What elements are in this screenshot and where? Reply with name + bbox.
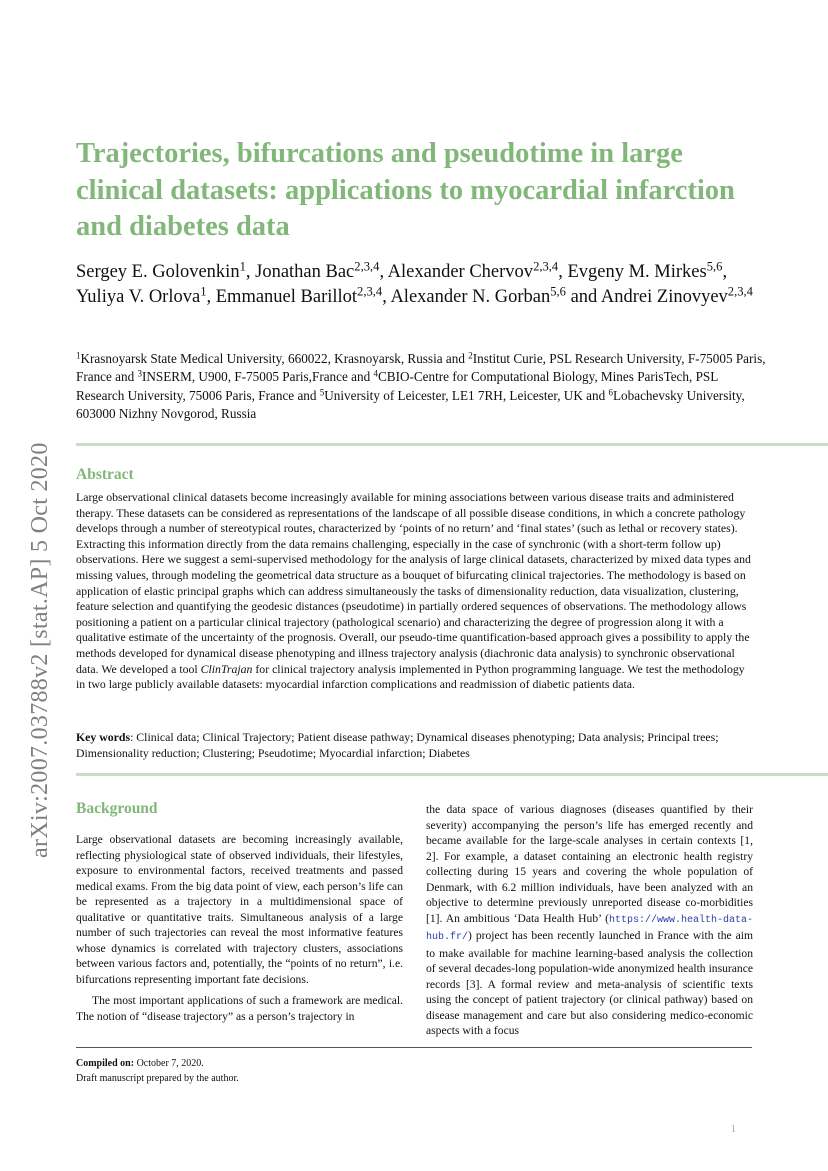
section-divider [76, 443, 828, 446]
abstract-body: Large observational clinical datasets become increasingly available for mining associations between various disease traits and administered therapy. These datasets can be considered as representations of the landscape of all possible disease conditions, in which a concrete pathology develops through a number of stereotypical routes, characterized by ‘points of no return’ and ‘final states’ (such as lethal or recovery states). Extracting this information directly from the data remains challenging, especially in the case of synchronic (with a short-term follow up) observations. Here we suggest a semi-supervised methodology for the analysis of large clinical datasets, characterized by mixed data types and missing values, through modeling the geometrical data structure as a bouquet of bifurcating clinical trajectories. The methodology is based on application of elastic principal graphs which can address simultaneously the tasks of dimensionality reduction, data visualization, clustering, feature selection and quantifying the geodesic distances (pseudotime) in partially ordered sequences of observations. The methodology allows positioning a patient on a particular clinical trajectory (pathological scenario) and characterizing the degree of progression along it with a qualitative estimate of the uncertainty of the prognosis. Overall, our pseudo-time quantification-based approach gives a possibility to apply the methods developed for dynamical disease phenotyping and illness trajectory analysis (diachronic data analysis) to synchronic observational data. We developed a tool ClinTrajan for clinical trajectory analysis implemented in Python programming language. We test the methodology in two large publicly available datasets: myocardial infarction complications and readmission of diabetic patients data. [76, 490, 751, 692]
compiled-on: Compiled on: October 7, 2020. [76, 1058, 204, 1069]
author-list: Sergey E. Golovenkin$^1$, Jonathan Bac$^{2,3,4}$, Alexander Chervov$^{2,3,4}$, Evgeny M. Mirkes$^{5,6}$, Yuliya V. Orlova$^1$, Emmanuel Barillot$^{2,3,4}$, Alexander N. Gorban$^{5,6}$ and Andrei Zinovyev$^{2,3,4}$ [76, 259, 753, 307]
author: Evgeny M. Mirkes$^{5,6}$ [567, 259, 723, 282]
author: Andrei Zinovyev$^{2,3,4}$ [600, 284, 753, 307]
section-divider [76, 773, 828, 776]
author: Yuliya V. Orlova$^1$ [76, 284, 207, 307]
abstract-heading: Abstract [76, 466, 134, 483]
arxiv-identifier-stamp: arXiv:2007.03788v2 [stat.AP] 5 Oct 2020 [27, 442, 53, 858]
left-column [76, 832, 403, 1024]
background-paragraph: The most important applications of such a framework are medical. The notion of “disease trajectory” as a person’s trajectory in [76, 994, 403, 1023]
author: Emmanuel Barillot$^{2,3,4}$ [215, 284, 383, 307]
background-heading: Background [76, 800, 158, 817]
health-data-hub-link[interactable]: https://www.health-data-hub.fr/ [426, 914, 753, 943]
footer-notes [76, 1056, 576, 1086]
author: Alexander Chervov$^{2,3,4}$ [387, 259, 559, 282]
author: Alexander N. Gorban$^{5,6}$ [390, 284, 566, 307]
tool-name: ClinTrajan [200, 661, 253, 676]
keywords: Key words: Clinical data; Clinical Trajectory; Patient disease pathway; Dynamical diseases phenotyping; Data analysis; Principal trees; Dimensionality reduction; Clustering; Pseudotime; Myocardial infarction; Diabetes [76, 730, 719, 760]
affiliations: $^1$Krasnoyarsk State Medical University, 660022, Krasnoyarsk, Russia and $^2$Institut Curie, PSL Research University, F-75005 Paris, France and $^3$INSERM, U900, F-75005 Paris,France and $^4$CBIO-Centre for Computational Biology, Mines ParisTech, PSL Research University, 75006 Paris, France and $^5$University of Leicester, LE1 7RH, Leicester, UK and $^6$Lobachevsky University, 603000 Nizhny Novgorod, Russia [76, 350, 766, 421]
author: Sergey E. Golovenkin$^1$ [76, 259, 246, 282]
background-paragraph: Large observational datasets are becoming increasingly available, reflecting physiological state of observed individuals, their lifestyles, exposure to environmental factors, received treatments and passed medical exams. From the big data point of view, each person’s life can be represented as a trajectory in a multidimensional space of qualitative or quantitative traits. Simultaneous analysis of a large number of such trajectories can reveal the most informative features whose dynamics is correlated with trajectory clusters, associations between various factors and, potentially, the “points of no return”, i.e. bifurcations representing important fate decisions. [76, 833, 403, 986]
paper-title: Trajectories, bifurcations and pseudotime in large clinical datasets: applications to myocardial infarction and diabetes data [76, 138, 735, 242]
keywords-label: Key words [76, 730, 131, 744]
author: Jonathan Bac$^{2,3,4}$ [255, 259, 380, 282]
draft-note: Draft manuscript prepared by the author. [76, 1073, 239, 1084]
page-number: 1 [731, 1124, 736, 1135]
background-paragraph: the data space of various diagnoses (diseases quantified by their severity) accompanying the person’s life has emerged recently and became available for the large-scale analyses in certain contexts [1, 2]. For example, a dataset containing an electronic health registry collecting during 15 years and covering the whole population of Denmark, with 6.2 million individuals, have been analyzed with an objective to determine previously unreported disease co-morbidities [1]. An ambitious ‘Data Health Hub’ (https://www.health-data-hub.fr/) project has been recently launched in France with the aim to make available for machine learning-based analysis the collection of several decades-long population-wide anonymized health insurance records [3]. A formal review and meta-analysis of scientific texts using the concept of patient trajectory (or clinical pathway) based on disease management and care but also considering medico-economic aspects with a focus [426, 803, 753, 1037]
footer-divider [76, 1047, 752, 1048]
right-column [426, 802, 753, 1039]
